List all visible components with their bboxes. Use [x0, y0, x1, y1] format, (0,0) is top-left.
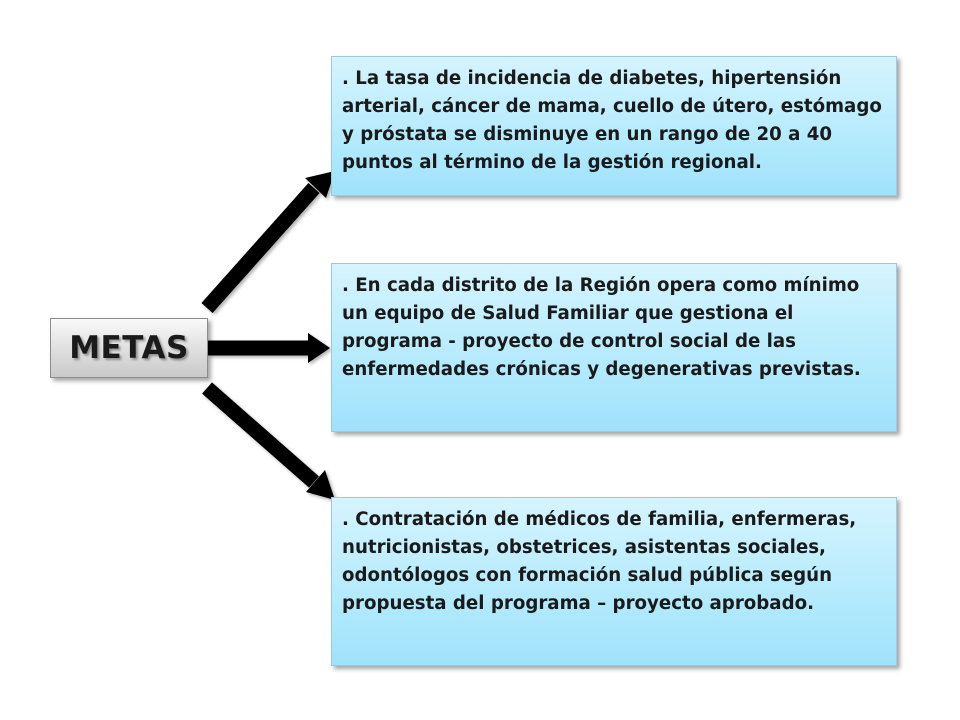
goal-box-family-health-team [331, 263, 897, 432]
metas-root-box [50, 318, 208, 378]
arrow-to-goal-3 [207, 388, 335, 500]
arrow-to-goal-1 [207, 171, 335, 308]
goal-text-incidence: . La tasa de incidencia de diabetes, hipertensión arterial, cáncer de mama, cuello de útero, estómago y próstata se disminuye en un rango de 20 a 40 puntos al término de la gestión regional. [342, 68, 882, 173]
goal-text-family-health-team: . En cada distrito de la Región opera como mínimo un equipo de Salud Familiar que gestiona el programa - proyecto de control social de las enfermedades crónicas y degenerativas previstas. [342, 275, 861, 380]
metas-label: METAS [69, 330, 189, 366]
goal-box-hiring [331, 497, 897, 666]
goal-box-incidence [331, 56, 897, 196]
arrow-to-goal-2 [208, 333, 330, 363]
goal-text-hiring: . Contratación de médicos de familia, enfermeras, nutricionistas, obstetrices, asistentas sociales, odontólogos con formación salud pública según propuesta del programa – proyecto aprobado. [342, 509, 857, 614]
